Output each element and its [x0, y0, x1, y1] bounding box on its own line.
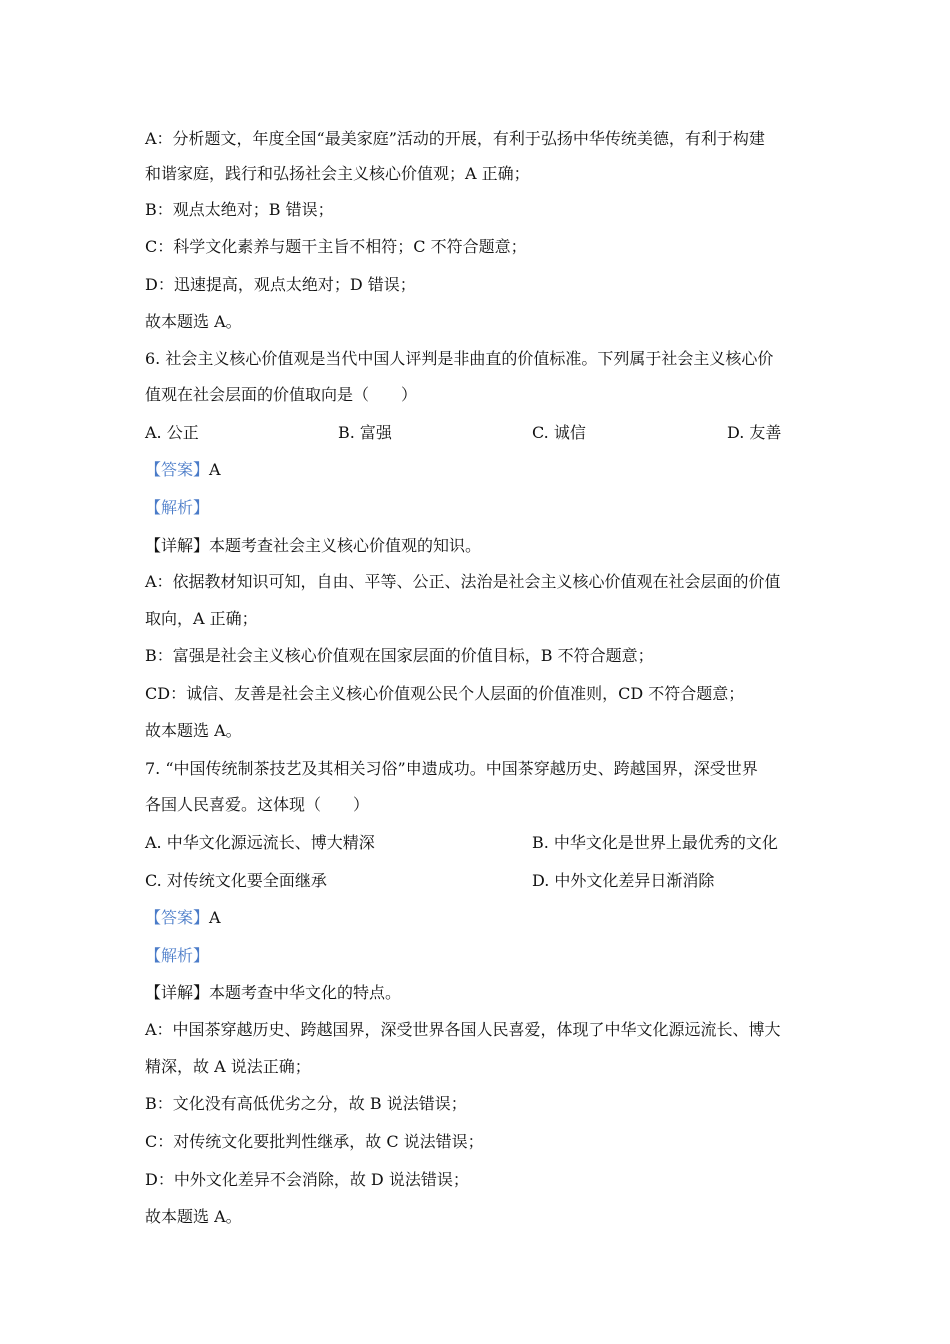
q7-answer-value: A [209, 908, 221, 927]
q5-conclusion: 故本题选 A。 [145, 312, 242, 331]
q6-analysis-tag: 【解析】 [145, 498, 210, 517]
q6-option-b: B. 富强 [338, 423, 392, 442]
q7-option-d: D. 中外文化差异日渐消除 [532, 871, 715, 890]
q5-option-b-analysis: B：观点太绝对；B 错误； [145, 200, 334, 219]
q7-option-d-analysis: D：中外文化差异不会消除，故 D 说法错误； [145, 1170, 469, 1189]
q7-answer [145, 907, 825, 929]
q6-option-a-analysis-line2: 取向，A 正确； [145, 609, 258, 628]
q6-option-cd-analysis: CD：诚信、友善是社会主义核心价值观公民个人层面的价值准则，CD 不符合题意； [145, 684, 745, 703]
q7-option-b-analysis: B：文化没有高低优劣之分，故 B 说法错误； [145, 1094, 467, 1113]
q6-stem-line2: 值观在社会层面的价值取向是（ ） [145, 385, 418, 404]
q6-answer-tag: 【答案】 [145, 460, 210, 479]
q5-option-a-analysis-line2: 和谐家庭，践行和弘扬社会主义核心价值观；A 正确； [145, 164, 530, 183]
q7-option-b: B. 中华文化是世界上最优秀的文化 [532, 833, 778, 852]
q6-answer-value: A [209, 460, 221, 479]
q6-conclusion: 故本题选 A。 [145, 721, 242, 740]
q7-stem-line2: 各国人民喜爱。这体现（ ） [145, 795, 370, 814]
q6-option-d: D. 友善 [727, 423, 782, 442]
q7-answer-tag: 【答案】 [145, 908, 210, 927]
q7-conclusion: 故本题选 A。 [145, 1207, 242, 1226]
q6-option-a: A. 公正 [145, 423, 199, 442]
q7-option-c-analysis: C：对传统文化要批判性继承，故 C 说法错误； [145, 1132, 484, 1151]
q5-option-a-analysis-line1: A：分析题文，年度全国“最美家庭”活动的开展，有利于弘扬中华传统美德，有利于构建 [145, 129, 765, 148]
q6-option-c: C. 诚信 [532, 423, 586, 442]
q7-detail: 【详解】本题考查中华文化的特点。 [145, 983, 402, 1002]
q7-option-a: A. 中华文化源远流长、博大精深 [145, 833, 375, 852]
q7-stem-line1: 7. “中国传统制茶技艺及其相关习俗”申遗成功。中国茶穿越历史、跨越国界，深受世界 [145, 759, 758, 778]
q6-detail: 【详解】本题考查社会主义核心价值观的知识。 [145, 536, 482, 555]
q6-answer [145, 459, 825, 481]
q6-stem-line1: 6. 社会主义核心价值观是当代中国人评判是非曲直的价值标准。下列属于社会主义核心价 [145, 349, 774, 368]
q7-option-a-analysis-line1: A：中国茶穿越历史、跨越国界，深受世界各国人民喜爱，体现了中华文化源远流长、博大 [145, 1020, 781, 1039]
q7-option-c: C. 对传统文化要全面继承 [145, 871, 327, 890]
q5-option-d-analysis: D：迅速提高，观点太绝对；D 错误； [145, 275, 416, 294]
q6-option-a-analysis-line1: A：依据教材知识可知，自由、平等、公正、法治是社会主义核心价值观在社会层面的价值 [145, 572, 781, 591]
q5-option-c-analysis: C：科学文化素养与题干主旨不相符；C 不符合题意； [145, 237, 527, 256]
q7-analysis-tag: 【解析】 [145, 946, 210, 965]
q6-option-b-analysis: B：富强是社会主义核心价值观在国家层面的价值目标，B 不符合题意； [145, 646, 654, 665]
q7-option-a-analysis-line2: 精深，故 A 说法正确； [145, 1057, 311, 1076]
